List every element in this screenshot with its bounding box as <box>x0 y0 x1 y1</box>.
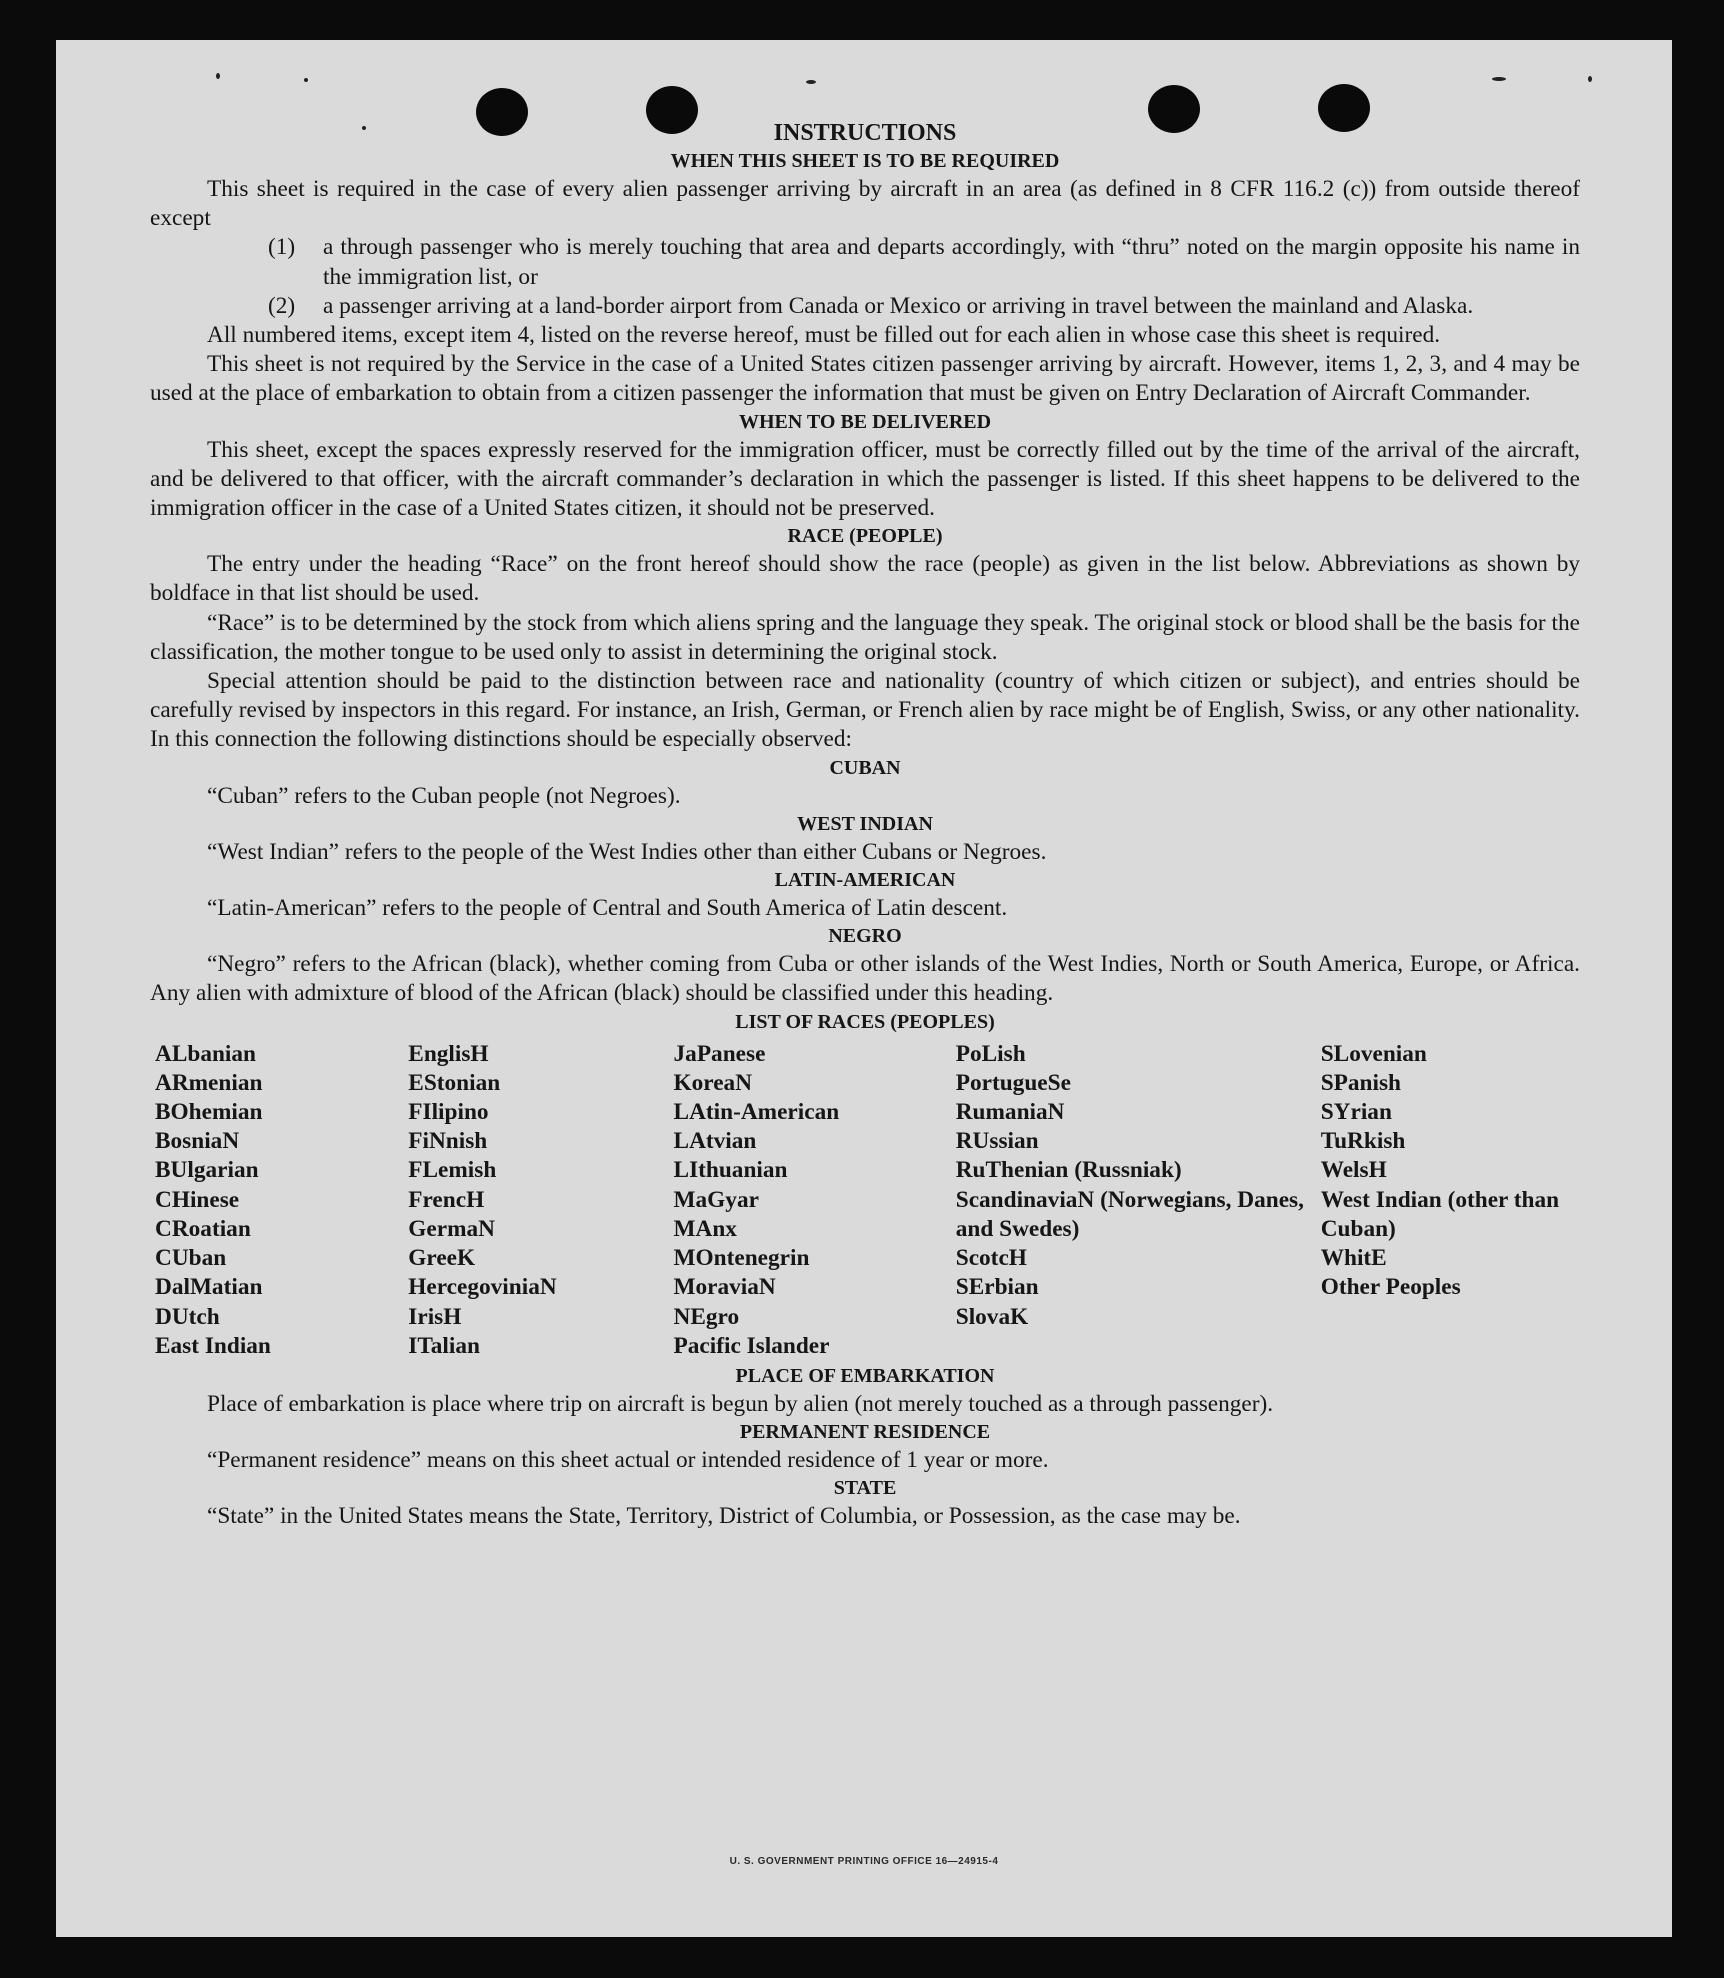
race-entry: GreeK <box>408 1245 476 1272</box>
section-heading: NEGRO <box>828 925 902 948</box>
race-column <box>1321 1040 1580 1361</box>
race-entry: MAnx <box>673 1215 737 1242</box>
paragraph: The entry under the heading “Race” on the front hereof should show the race (people) as given in the list below. Abbreviations as shown by boldface in that list should be used. <box>150 551 1580 607</box>
paragraph: “Permanent residence” means on this sheet actual or intended residence of 1 year or more. <box>207 1447 1049 1474</box>
paragraph: “West Indian” refers to the people of the West Indies other than either Cubans or Negroes. <box>207 838 1047 865</box>
race-entry: MaGyar <box>673 1186 759 1213</box>
list-item <box>150 233 1580 291</box>
race-entry: CHinese <box>155 1186 240 1213</box>
paragraph: “Negro” refers to the African (black), whether coming from Cuba or other islands of the West Indies, North or South America, Europe, or Africa. Any alien with admixture of blood of the African (black) should be classified under this heading. <box>150 951 1580 1007</box>
race-entry: FLemish <box>408 1157 497 1184</box>
section-heading: LIST OF RACES (PEOPLES) <box>735 1010 995 1033</box>
section-heading: CUBAN <box>829 756 901 779</box>
race-entry: SPanish <box>1320 1069 1401 1096</box>
race-entry: MOntenegrin <box>673 1245 810 1272</box>
race-entry: SYrian <box>1320 1099 1392 1126</box>
instructions-body <box>150 118 1580 1532</box>
section-heading: WHEN TO BE DELIVERED <box>738 410 992 433</box>
race-entry: SErbian <box>955 1274 1039 1301</box>
paragraph: All numbered items, except item 4, listed on the reverse hereof, must be filled out for each alien in whose case this sheet is required. <box>207 322 1441 349</box>
race-entry: MoraviaN <box>673 1274 776 1301</box>
race-entry: WelsH <box>1320 1157 1387 1184</box>
section-heading: LATIN-AMERICAN <box>774 869 956 892</box>
race-entry: DalMatian <box>155 1274 263 1301</box>
race-entry: LIthuanian <box>673 1157 788 1184</box>
race-entry: Pacific Islander <box>673 1332 830 1359</box>
paragraph: Place of embarkation is place where trip on aircraft is begun by alien (not merely touched as a through passenger). <box>207 1390 1274 1417</box>
section-heading: STATE <box>833 1477 897 1500</box>
race-list <box>155 1040 1580 1361</box>
race-entry: FiNnish <box>408 1128 488 1155</box>
race-entry: ScandinaviaN (Norwegians, Danes, and Swedes) <box>955 1186 1304 1242</box>
race-entry: ITalian <box>408 1332 480 1359</box>
race-entry: ALbanian <box>155 1040 257 1067</box>
race-entry: RumaniaN <box>955 1099 1065 1126</box>
race-entry: FIlipino <box>408 1099 489 1126</box>
item-text: a through passenger who is merely touching that area and departs accordingly, with “thru” noted on the margin opposite his name in the immigration list, or <box>323 234 1580 290</box>
race-entry: NEgro <box>673 1303 740 1330</box>
race-entry: ARmenian <box>155 1069 263 1096</box>
race-entry: FrencH <box>408 1186 485 1213</box>
race-entry: RUssian <box>955 1128 1039 1155</box>
paragraph: “Cuban” refers to the Cuban people (not Negroes). <box>207 782 681 809</box>
race-entry: BosniaN <box>155 1128 240 1155</box>
race-entry: GermaN <box>408 1215 495 1242</box>
speck <box>216 73 220 79</box>
race-entry: Other Peoples <box>1320 1274 1461 1301</box>
paragraph: “Latin-American” refers to the people of Central and South America of Latin descent. <box>207 895 1008 922</box>
race-column <box>408 1040 673 1361</box>
section-heading: PLACE OF EMBARKATION <box>735 1364 995 1387</box>
race-entry: TuRkish <box>1320 1128 1406 1155</box>
race-entry: West Indian (other than Cuban) <box>1320 1186 1560 1242</box>
list-item <box>150 292 1580 321</box>
race-entry: KoreaN <box>673 1069 753 1096</box>
section-heading: PERMANENT RESIDENCE <box>739 1421 991 1444</box>
race-entry: EStonian <box>408 1069 501 1096</box>
speck <box>304 78 308 82</box>
race-entry: HercegoviniaN <box>408 1274 557 1301</box>
race-entry: RuThenian (Russniak) <box>955 1157 1182 1184</box>
paragraph: “Race” is to be determined by the stock from which aliens spring and the language they speak. The original stock or blood shall be the basis for the classification, the mother tongue to be used only to assist in determining the original stock. <box>150 609 1580 665</box>
race-entry: PoLish <box>955 1040 1026 1067</box>
race-entry: CUban <box>155 1245 227 1272</box>
paragraph: This sheet is not required by the Service in the case of a United States citizen passenger arriving by aircraft. However, items 1, 2, 3, and 4 may be used at the place of embarkation to obtain from a citizen passenger the information that must be given on Entry Declaration of Aircraft Commander. <box>150 351 1580 407</box>
race-entry: BOhemian <box>155 1099 263 1126</box>
paragraph: Special attention should be paid to the distinction between race and nationality (country of which citizen or subject), and entries should be carefully revised by inspectors in this regard. For instance, an Irish, German, or French alien by race might be of English, Swiss, or any other nationality. In this connection the following distinctions should be especially observed: <box>150 668 1580 753</box>
race-entry: EnglisH <box>408 1040 489 1067</box>
race-entry: ScotcH <box>955 1245 1027 1272</box>
page-title: INSTRUCTIONS <box>773 120 957 146</box>
race-column <box>956 1040 1321 1361</box>
paragraph: “State” in the United States means the State, Territory, District of Columbia, or Possession, as the case may be. <box>207 1503 1241 1530</box>
race-entry: East Indian <box>155 1332 271 1359</box>
race-entry: BUlgarian <box>155 1157 259 1184</box>
paragraph: This sheet is required in the case of every alien passenger arriving by aircraft in an area (as defined in 8 CFR 116.2 (c)) from outside thereof except <box>150 176 1580 232</box>
item-number: (2) <box>268 292 296 319</box>
race-entry: SLovenian <box>1320 1040 1427 1067</box>
race-entry: SlovaK <box>955 1303 1029 1330</box>
section-heading: WEST INDIAN <box>797 812 933 835</box>
race-entry: DUtch <box>155 1303 220 1330</box>
section-heading: RACE (PEOPLE) <box>787 525 943 548</box>
race-entry: LAtin-American <box>673 1099 840 1126</box>
race-column <box>155 1040 408 1361</box>
speck <box>1492 77 1506 81</box>
race-entry: PortugueSe <box>955 1069 1071 1096</box>
race-entry: LAtvian <box>673 1128 757 1155</box>
race-entry: CRoatian <box>155 1215 251 1242</box>
paragraph: This sheet, except the spaces expressly reserved for the immigration officer, must be correctly filled out by the time of the arrival of the aircraft, and be delivered to that officer, with the aircraft commander’s declaration in which the passenger is listed. If this sheet happens to be delivered to the immigration officer in the case of a United States citizen, it should not be preserved. <box>150 436 1580 522</box>
speck <box>806 80 816 84</box>
speck <box>1588 76 1592 82</box>
item-text: a passenger arriving at a land-border airport from Canada or Mexico or arriving in travel between the mainland and Alaska. <box>323 292 1474 319</box>
race-entry: JaPanese <box>673 1040 766 1067</box>
race-entry: IrisH <box>408 1303 462 1330</box>
race-column <box>674 1040 956 1361</box>
printer-imprint: U. S. GOVERNMENT PRINTING OFFICE 16—24915-4 <box>729 1856 999 1867</box>
race-entry: WhitE <box>1320 1245 1387 1272</box>
item-number: (1) <box>268 234 296 261</box>
section-heading: WHEN THIS SHEET IS TO BE REQUIRED <box>670 150 1060 172</box>
